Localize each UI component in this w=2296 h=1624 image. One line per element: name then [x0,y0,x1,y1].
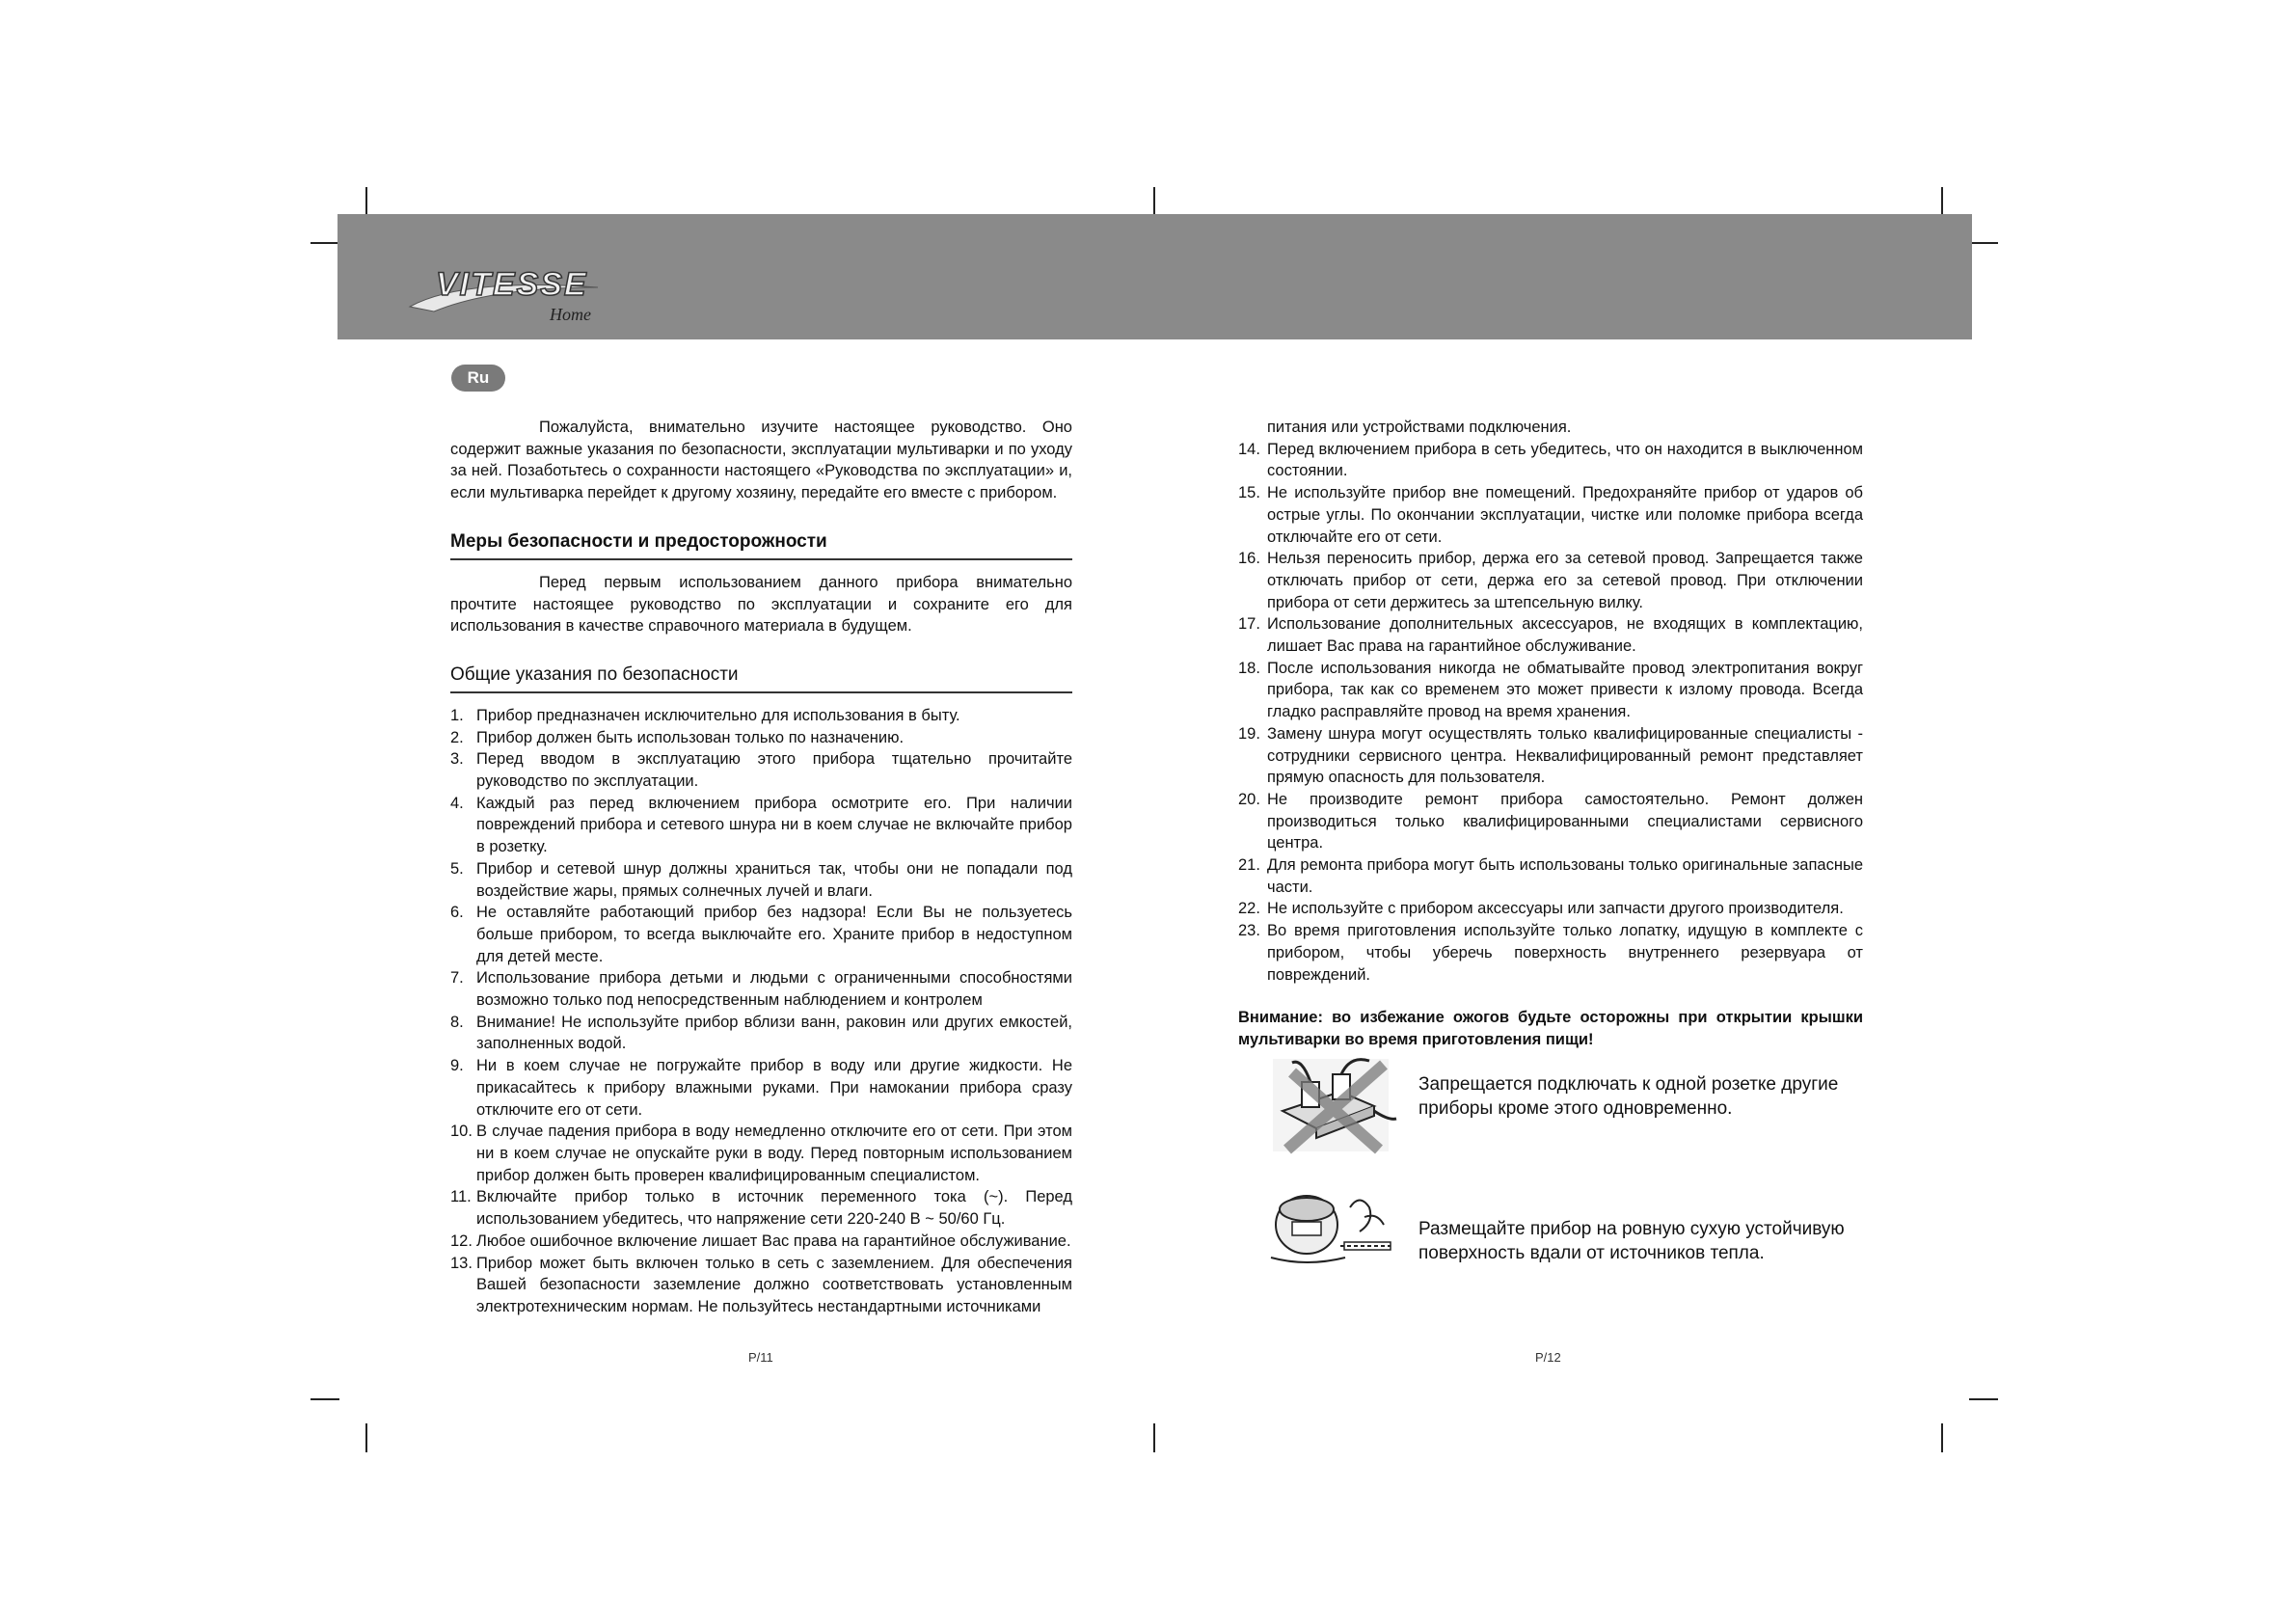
language-badge: Ru [451,365,505,392]
burn-warning: Внимание: во избежание ожогов будьте осторожны при открытии крышки мультиварки во время приготовления пищи! [1238,1009,1863,1048]
list-item: 8. Внимание! Не используйте прибор вблизи ванн, раковин или других емкостей, заполненных водой. [450,1013,1072,1053]
pictogram-caption-surface: Размещайте прибор на ровную сухую устойчивую поверхность вдали от источников тепла. [1418,1219,1845,1263]
list-item: 12. Любое ошибочное включение лишает Вас права на гарантийное обслуживание. [450,1232,1071,1250]
crop-mark [1941,187,1943,216]
list-item: 9. Ни в коем случае не погружайте прибор в воду или другие жидкости. Не прикасайтесь к прибору влажными руками. При намокании прибора сразу отключите его от сети. [450,1057,1072,1119]
list-item: 7. Использование прибора детьми и людьми с ограниченными способностями возможно только под непосредственным наблюдением и контролем [450,969,1072,1010]
list-item: 13. Прибор может быть включен только в сеть с заземлением. Для обеспечения Вашей безопасности заземление должно соответствовать установленным электротехническим нормам. Не пользуйтесь нестандартными источниками [450,1254,1072,1315]
crop-mark [365,187,367,216]
list-item: 14. Перед включением прибора в сеть убедитесь, что он находится в выключенном состоянии. [1238,440,1863,480]
list-item: 5. Прибор и сетевой шнур должны храниться так, чтобы они не попадали под воздействие жары, прямых солнечных лучей и влаги. [450,859,1072,900]
safety-list-right [1238,439,1863,987]
crop-mark [1153,187,1155,216]
list-item: 11. Включайте прибор только в источник переменного тока (~). Перед использованием убедитесь, что напряжение сети 220-240 В ~ 50/60 Гц. [450,1188,1072,1229]
intro-paragraph: Пожалуйста, внимательно изучите настоящее руководство. Оно содержит важные указания по безопасности, эксплуатации мультиварки и по уходу за ней. Позаботьтесь о сохранности настоящего «Руководства по эксплуатации» и, если мультиварка перейдет к другому хозяину, передайте его вместе с прибором. [450,419,1072,502]
section-title-safety: Меры безопасности и предосторожности [450,529,1072,560]
list-item: 6. Не оставляйте работающий прибор без надзора! Если Вы не пользуетесь больше прибором, то всегда выключайте его. Храните прибор в недоступном для детей месте. [450,904,1072,965]
list-item: 18. После использования никогда не обматывайте провод электропитания вокруг прибора, так как со временем это может привести к излому провода. Всегда гладко расправляйте провод на время хранения. [1238,659,1863,721]
right-page-column [1238,417,1863,1051]
list-item: 21. Для ремонта прибора могут быть использованы только оригинальные запасные части. [1238,856,1863,896]
list-item: 22. Не используйте с прибором аксессуары или запчасти другого производителя. [1238,900,1844,918]
list-item: 17. Использование дополнительных аксессуаров, не входящих в комплектацию, лишает Вас права на гарантийное обслуживание. [1238,615,1863,656]
list-item: 19. Замену шнура могут осуществлять только квалифицированные специалисты - сотрудники сервисного центра. Неквалифицированный ремонт представляет прямую опасность для пользователя. [1238,724,1863,787]
crop-mark [1969,1398,1998,1400]
list-item: 15. Не используйте прибор вне помещений. Предохраняйте прибор от ударов об острые углы. По окончании эксплуатации, чистке или поломке прибора всегда отключайте его от сети. [1238,484,1863,546]
crop-mark [311,1398,339,1400]
vitesse-logo [405,258,636,336]
no-multiple-plugs-pictogram [1263,1053,1398,1159]
left-page-column [450,417,1072,1318]
flat-surface-pictogram [1263,1178,1398,1275]
section-paragraph: Перед первым использованием данного прибора внимательно прочтите настоящее руководство по эксплуатации и сохраните его для использования в качестве справочного материала в будущем. [450,573,1072,636]
page-number-left: P/11 [748,1350,773,1365]
list-item: 20. Не производите ремонт прибора самостоятельно. Ремонт должен производиться только квалифицированными специалистами сервисного центра. [1238,790,1863,853]
crop-mark [365,1423,367,1452]
list-item: 1. Прибор предназначен исключительно для использования в быту. [450,706,960,724]
page-number-right: P/12 [1535,1350,1561,1365]
list-item: 3. Перед вводом в эксплуатацию этого прибора тщательно прочитайте руководство по эксплуатации. [450,750,1072,791]
list-item: 2. Прибор должен быть использован только по назначению. [450,728,905,746]
safety-list-left [450,705,1072,1318]
list-item: 10. В случае падения прибора в воду немедленно отключите его от сети. При этом ни в коем случае не опускайте руки в воду. Перед повторным использованием прибор должен быть проверен квалифицированным специалистом. [450,1123,1072,1184]
crop-mark [1941,1423,1943,1452]
crop-mark [1969,242,1998,244]
sub-brand-text: Home [550,305,591,324]
crop-mark [1153,1423,1155,1452]
crop-mark [311,242,339,244]
brand-text: VITESSE [436,266,588,303]
list-continuation: питания или устройствами подключения. [1267,419,1572,436]
list-item: 4. Каждый раз перед включением прибора осмотрите его. При наличии повреждений прибора и сетевого шнура ни в коем случае не включайте прибор в розетку. [450,794,1072,856]
list-item: 16. Нельзя переносить прибор, держа его за сетевой провод. Запрещается также отключать прибор от сети, держа его за сетевой провод. При отключении прибора от сети держитесь за штепсельную вилку. [1238,550,1863,611]
list-item: 23. Во время приготовления используйте только лопатку, идущую в комплекте с прибором, чтобы уберечь поверхность внутреннего резервуара от повреждений. [1238,922,1863,984]
section-title-general: Общие указания по безопасности [450,663,1072,693]
pictogram-caption-sockets: Запрещается подключать к одной розетке другие приборы кроме этого одновременно. [1418,1074,1839,1119]
